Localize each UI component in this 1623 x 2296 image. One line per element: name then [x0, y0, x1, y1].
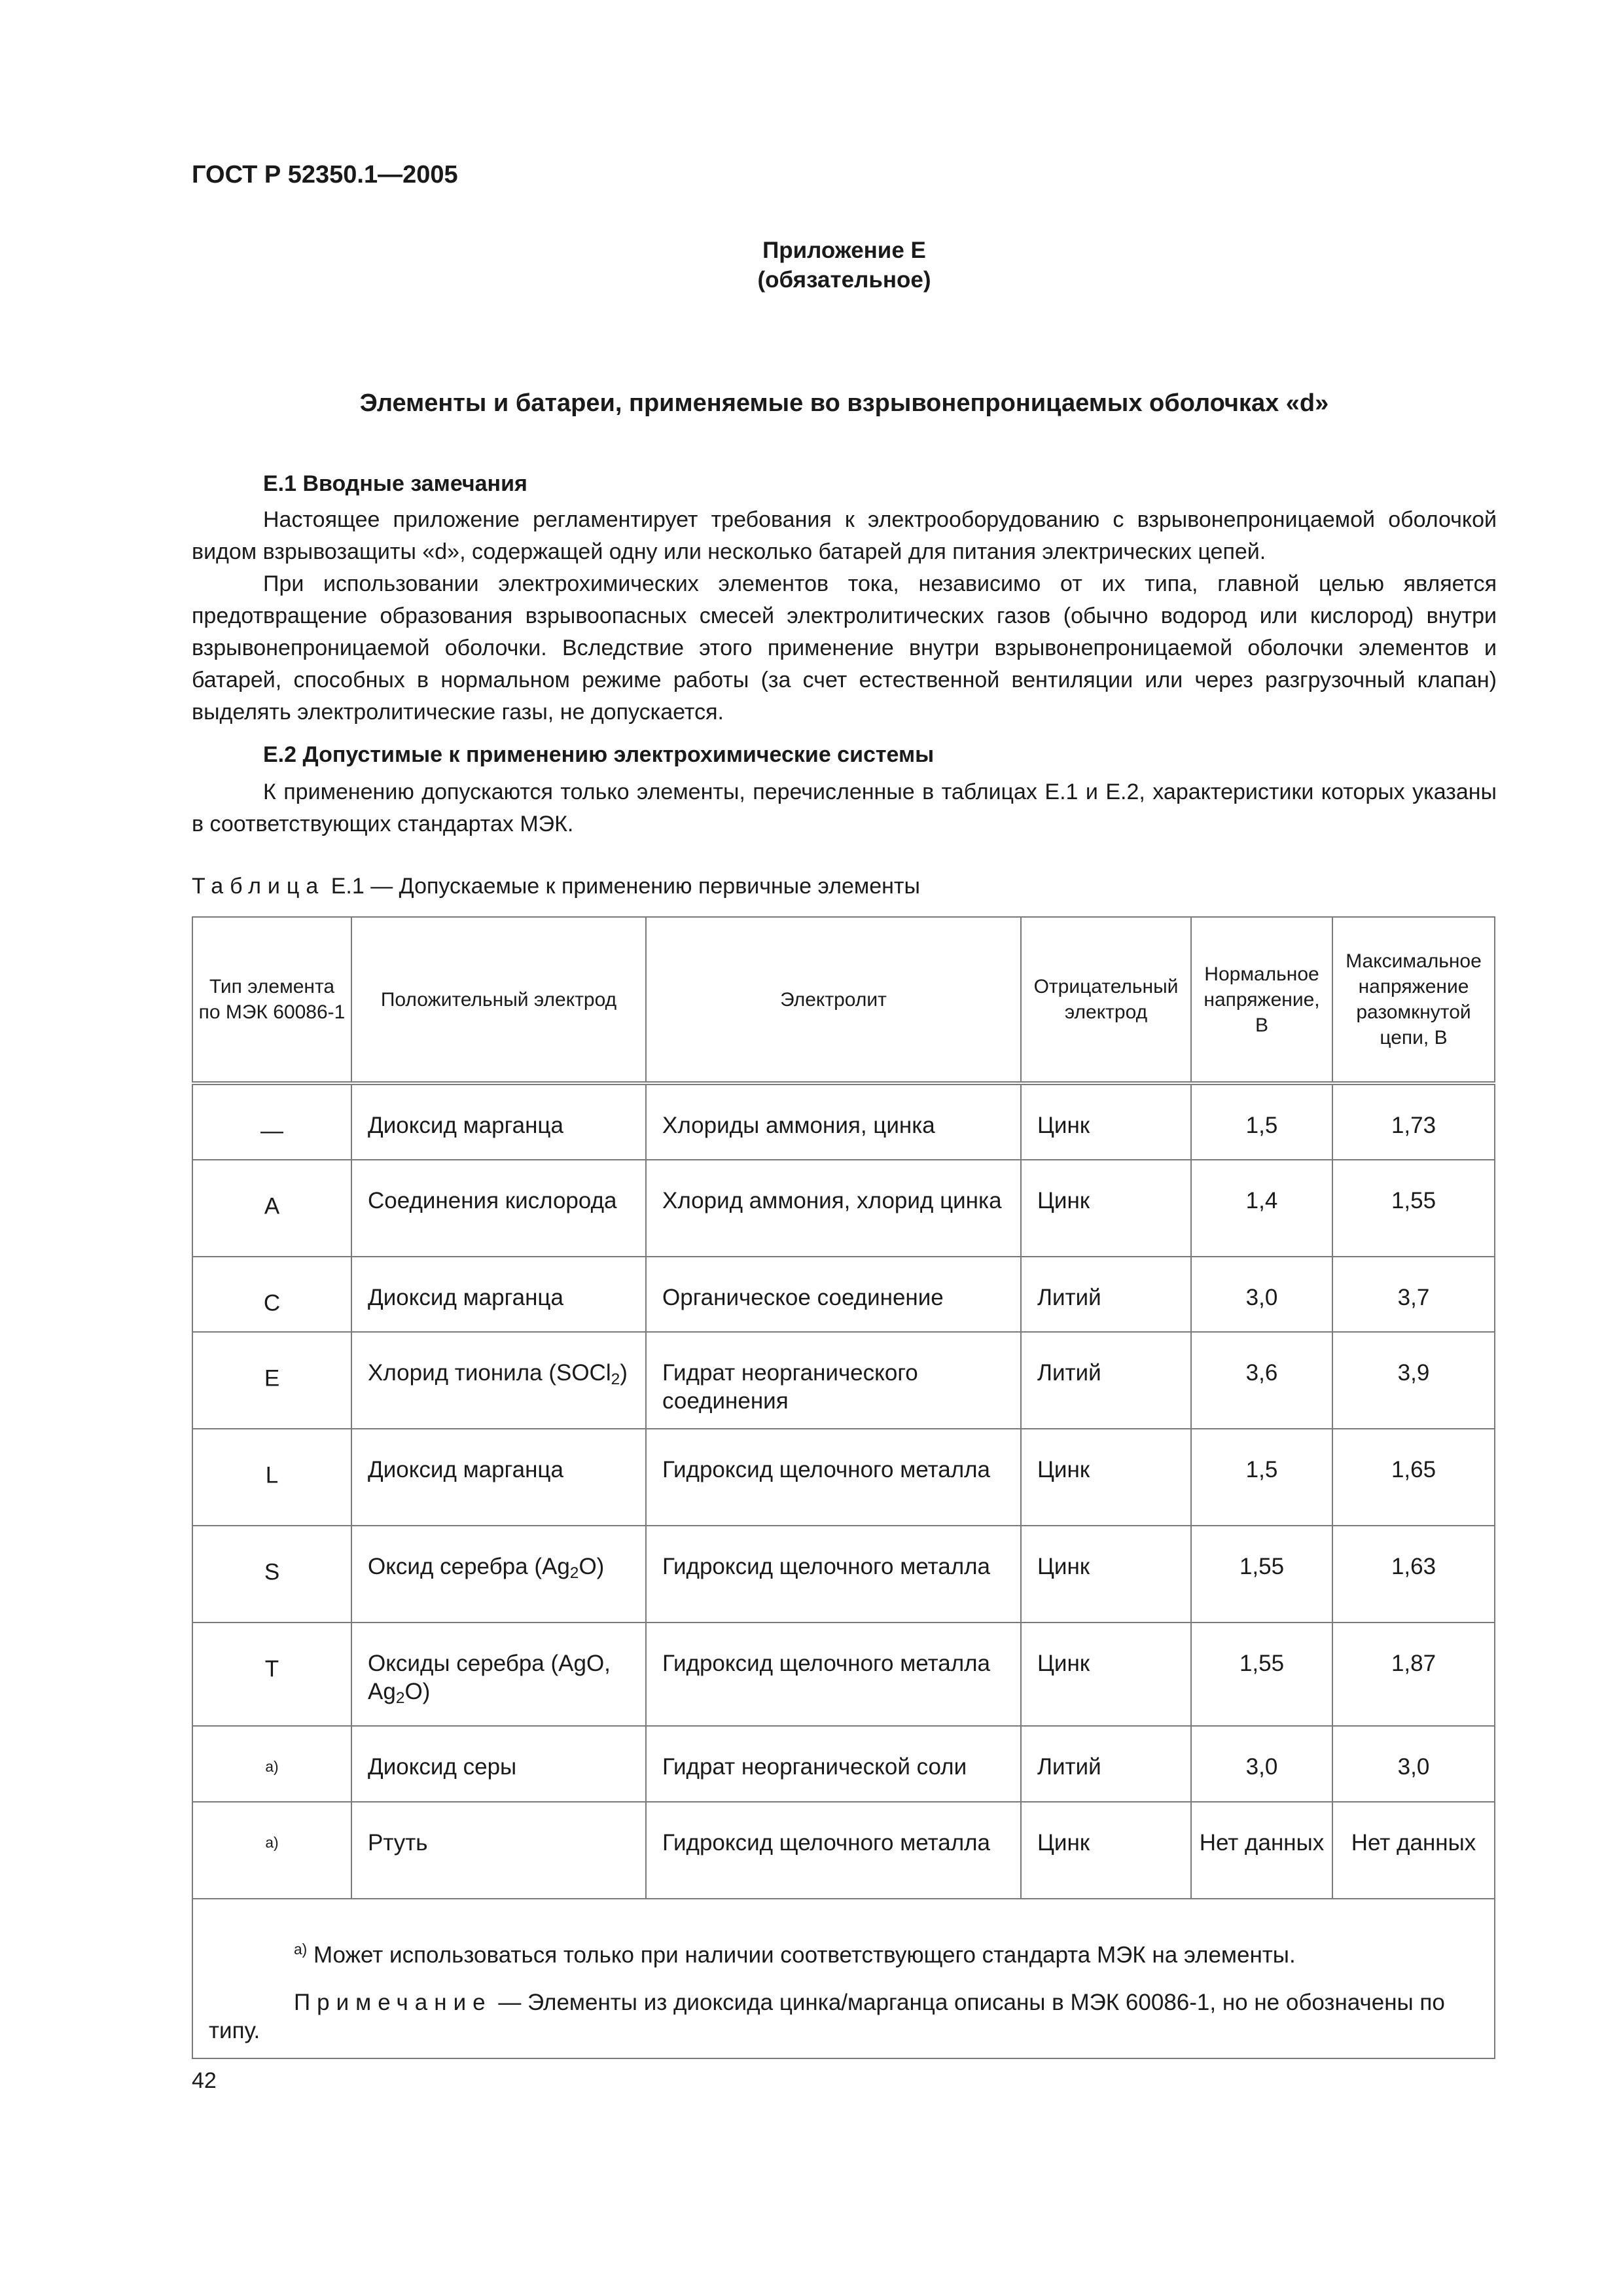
table-notes [192, 1899, 1495, 2059]
cell-negative: Литий [1021, 1332, 1191, 1429]
section-e1-paragraph-1: Настоящее приложение регламентирует требования к электрооборудованию с взрывонепроницаемой оболочкой видом взрывозащиты «d», содержащей одну или несколько батарей для питания электрических цепей. [192, 507, 1497, 564]
table-note: Примечание — Элементы из диоксида цинка/марганца описаны в МЭК 60086-1, но не обозначены по типу. [209, 1990, 1445, 2043]
appendix-subtitle: (обязательное) [757, 267, 931, 293]
cell-nominal: 3,0 [1191, 1257, 1332, 1332]
table-caption-text: Е.1 — Допускаемые к применению первичные элементы [325, 874, 920, 899]
cell-positive: Диоксид марганца [351, 1429, 646, 1526]
section-e2-heading: Е.2 Допустимые к применению электрохимические системы [263, 742, 935, 767]
cell-max: 3,7 [1332, 1257, 1495, 1332]
cell-positive: Хлорид тионила (SOCl$_2$) [351, 1332, 646, 1429]
cell-electrolyte: Гидрат неорганического соединения [646, 1332, 1021, 1429]
cell-positive: Диоксид марганца [351, 1083, 646, 1160]
table-row [192, 1429, 1495, 1526]
cell-max: Нет данных [1332, 1802, 1495, 1899]
cell-type: C [192, 1257, 351, 1332]
document-title: Элементы и батареи, применяемые во взрывонепроницаемых оболочках «d» [359, 389, 1329, 417]
cell-type: E [192, 1332, 351, 1429]
primary-cells-table-wrap [192, 916, 1494, 2059]
cell-negative: Цинк [1021, 1526, 1191, 1623]
table-row [192, 1726, 1495, 1801]
table-row [192, 1802, 1495, 1899]
table-row [192, 1526, 1495, 1623]
cell-max: 1,55 [1332, 1160, 1495, 1257]
cell-max: 1,73 [1332, 1083, 1495, 1160]
cell-positive: Диоксид серы [351, 1726, 646, 1801]
appendix-title: Приложение Е [762, 238, 926, 263]
cell-electrolyte: Гидроксид щелочного металла [646, 1526, 1021, 1623]
table-row [192, 1257, 1495, 1332]
header-cell-positive: Положительный электрод [351, 917, 646, 1083]
cell-nominal: 1,55 [1191, 1526, 1332, 1623]
cell-electrolyte: Хлориды аммония, цинка [646, 1083, 1021, 1160]
cell-type: L [192, 1429, 351, 1526]
cell-positive: Оксиды серебра (AgO, $Ag_2O$) [351, 1623, 646, 1726]
cell-nominal: 1,5 [1191, 1429, 1332, 1526]
cell-positive: Диоксид марганца [351, 1257, 646, 1332]
cell-positive: Оксид серебра $(Ag_2O)$ [351, 1526, 646, 1623]
table-row [192, 1160, 1495, 1257]
cell-electrolyte: Гидроксид щелочного металла [646, 1429, 1021, 1526]
cell-positive: Ртуть [351, 1802, 646, 1899]
header-cell-max: Максимальное напряжение разомкнутой цепи, В [1332, 917, 1495, 1083]
table-header-row [192, 917, 1495, 1083]
table-caption [192, 874, 920, 899]
cell-type: T [192, 1623, 351, 1726]
cell-negative: Цинк [1021, 1083, 1191, 1160]
cell-max: 1,87 [1332, 1623, 1495, 1726]
cell-max: 1,65 [1332, 1429, 1495, 1526]
header-cell-nominal: Нормальное напряжение, В [1191, 917, 1332, 1083]
cell-negative: Цинк [1021, 1160, 1191, 1257]
cell-electrolyte: Хлорид аммония, хлорид цинка [646, 1160, 1021, 1257]
cell-electrolyte: Гидрат неорганической соли [646, 1726, 1021, 1801]
cell-type: A [192, 1160, 351, 1257]
standard-code: ГОСТ Р 52350.1—2005 [192, 161, 458, 188]
cell-max: 3,9 [1332, 1332, 1495, 1429]
cell-type: S [192, 1526, 351, 1623]
cell-max: 1,63 [1332, 1526, 1495, 1623]
cell-negative: Цинк [1021, 1802, 1191, 1899]
section-e1-paragraph-2: При использовании электрохимических элементов тока, независимо от их типа, главной целью является предотвращение образования взрывоопасных смесей электролитических газов (обычно водород или кислород) внутри взрывонепроницаемой оболочки. Вследствие этого применение внутри взрывонепроницаемой оболочки элементов и батарей, способных в нормальном режиме работы (за счет естественной вентиляции или через разгрузочный клапан) выделять электролитические газы, не допускается. [192, 571, 1497, 725]
table-row [192, 1623, 1495, 1726]
page-number: 42 [192, 2068, 217, 2093]
cell-nominal: 1,55 [1191, 1623, 1332, 1726]
cell-nominal: 1,5 [1191, 1083, 1332, 1160]
cell-electrolyte: Гидроксид щелочного металла [646, 1802, 1021, 1899]
cell-electrolyte: Органическое соединение [646, 1257, 1021, 1332]
header-cell-negative: Отрицательный электрод [1021, 917, 1191, 1083]
cell-max: 3,0 [1332, 1726, 1495, 1801]
cell-type: — [192, 1083, 351, 1160]
cell-negative: Цинк [1021, 1623, 1191, 1726]
cell-nominal: 1,4 [1191, 1160, 1332, 1257]
header-cell-type: Тип элемента по МЭК 60086-1 [192, 917, 351, 1083]
table-footer-row [192, 1899, 1495, 2059]
cell-nominal: Нет данных [1191, 1802, 1332, 1899]
header-cell-electrolyte: Электролит [646, 917, 1021, 1083]
section-e2-paragraph: К применению допускаются только элементы, перечисленные в таблицах Е.1 и Е.2, характеристики которых указаны в соответствующих стандартах МЭК. [192, 780, 1497, 836]
section-e1-heading: Е.1 Вводные замечания [263, 471, 527, 496]
cell-type: a) [192, 1726, 351, 1801]
table-caption-label: Таблица [192, 874, 325, 899]
table-row [192, 1332, 1495, 1429]
cell-negative: Цинк [1021, 1429, 1191, 1526]
primary-cells-table [192, 916, 1495, 2059]
cell-negative: Литий [1021, 1257, 1191, 1332]
cell-type: a) [192, 1802, 351, 1899]
table-row [192, 1083, 1495, 1160]
cell-nominal: 3,0 [1191, 1726, 1332, 1801]
cell-positive: Соединения кислорода [351, 1160, 646, 1257]
cell-negative: Литий [1021, 1726, 1191, 1801]
cell-electrolyte: Гидроксид щелочного металла [646, 1623, 1021, 1726]
cell-nominal: 3,6 [1191, 1332, 1332, 1429]
table-footnote: $^{a)}$ Может использоваться только при наличии соответствующего стандарта МЭК на элементы. [294, 1940, 1296, 1967]
